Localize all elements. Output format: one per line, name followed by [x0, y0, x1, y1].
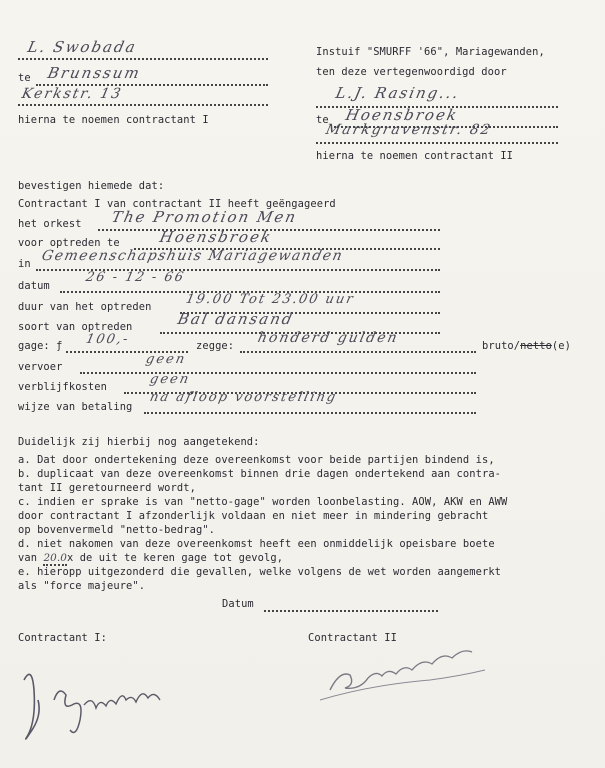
in-value: Gemeenschapshuis Mariagewanden [40, 248, 345, 264]
optreden-value: Hoensbroek [158, 228, 275, 246]
orkest-label: het orkest [18, 218, 82, 230]
datum-value: 26 - 12 - 66 [84, 270, 187, 285]
orkest-value: The Promotion Men [110, 208, 299, 226]
netto-suffix: (e) [551, 340, 571, 352]
zegge-label: zegge: [196, 340, 235, 352]
contractant-ii-designation: hierna te noemen contractant II [316, 150, 514, 162]
term-b-2: tant II geretourneerd wordt, [18, 482, 196, 494]
contractant-i-name: L. Swobada [26, 38, 139, 56]
soort-label: soort van optreden [18, 321, 133, 333]
term-b-1: b. duplicaat van deze overeenkomst binnen drie dagen ondertekend aan contra- [18, 468, 502, 480]
term-d-2-pre: van [18, 552, 38, 564]
contractant-i-label: Contractant I: [18, 632, 107, 644]
gage-value: 100,- [84, 332, 131, 347]
dotted-line [18, 102, 268, 106]
instuif-line: Instuif "SMURFF '66", Mariagewanden, [316, 46, 545, 58]
contractant-ii-representative: L.J. Rasing... [334, 84, 462, 102]
bruto-label: bruto/ [482, 340, 521, 352]
term-c-3: op bovenvermeld "netto-bedrag". [18, 524, 216, 536]
intro-line-1: bevestigen hiemede dat: [18, 180, 165, 192]
verblijf-value: geen [148, 372, 192, 387]
contractant-i-street: Kerkstr. 13 [20, 86, 124, 102]
dotted-line [264, 608, 438, 612]
signature-contractant-ii [310, 630, 500, 710]
in-label: in [18, 258, 31, 270]
term-e-2: als "force majeure". [18, 580, 146, 592]
signature-contractant-i [14, 660, 194, 750]
vervoer-label: vervoer [18, 361, 63, 373]
dotted-line [144, 410, 476, 414]
zegge-value: honderd gulden [256, 330, 401, 346]
dotted-line [80, 370, 476, 374]
te-label: te [18, 72, 31, 84]
soort-value: Bal dansand [176, 310, 296, 328]
term-c-2: door contractant I afzonderlijk voldaan en niet meer in mindering gebracht [18, 510, 489, 522]
contractant-ii-label: Contractant II [308, 632, 397, 644]
vertegenwoordigd-line: ten deze vertegenwoordigd door [316, 66, 507, 78]
dotted-line [240, 349, 476, 353]
term-d-2-post: x de uit te keren gage tot gevolg, [66, 552, 284, 564]
vervoer-value: geen [144, 352, 188, 367]
dotted-line [316, 140, 558, 144]
netto-label: netto [520, 340, 552, 352]
term-c-1: c. indien er sprake is van "netto-gage" worden loonbelasting. AOW, AKW en AWW [18, 496, 508, 508]
term-d-2 [18, 552, 283, 565]
datum-footer-label: Datum [222, 598, 254, 610]
term-d-1: d. niet nakomen van deze overeenkomst heeft een onmiddelijk opeisbare boete [18, 538, 495, 550]
betaling-label: wijze van betaling [18, 401, 133, 413]
contractant-ii-city: Hoensbroek [344, 106, 461, 124]
gage-label: gage: ƒ [18, 340, 63, 352]
boete-multiplier: 20.0 [43, 552, 67, 564]
duur-label: duur van het optreden [18, 301, 152, 313]
term-a: a. Dat door ondertekening deze overeenkomst voor beide partijen bindend is, [18, 454, 495, 466]
term-e-1: e. hieropp uitgezonderd die gevallen, welke volgens de wet worden aangemerkt [18, 566, 502, 578]
betaling-value: na afloop voorstelling [148, 390, 339, 405]
optreden-label: voor optreden te [18, 237, 120, 249]
te-label: te [316, 114, 329, 126]
bruto-netto [482, 340, 571, 353]
duur-value: 19.00 Tot 23.00 uur [184, 292, 357, 307]
contractant-ii-street: Markgravenstr. 82 [324, 122, 494, 138]
intro-line-2: Contractant I van contractant II heeft geëngageerd [18, 198, 336, 210]
datum-label: datum [18, 280, 50, 292]
contractant-i-designation: hierna te noemen contractant I [18, 114, 209, 126]
contractant-i-city: Brunssum [46, 64, 143, 82]
dotted-line [18, 56, 268, 60]
terms-heading: Duidelijk zij hierbij nog aangetekend: [18, 436, 260, 448]
verblijf-label: verblijfkosten [18, 381, 107, 393]
